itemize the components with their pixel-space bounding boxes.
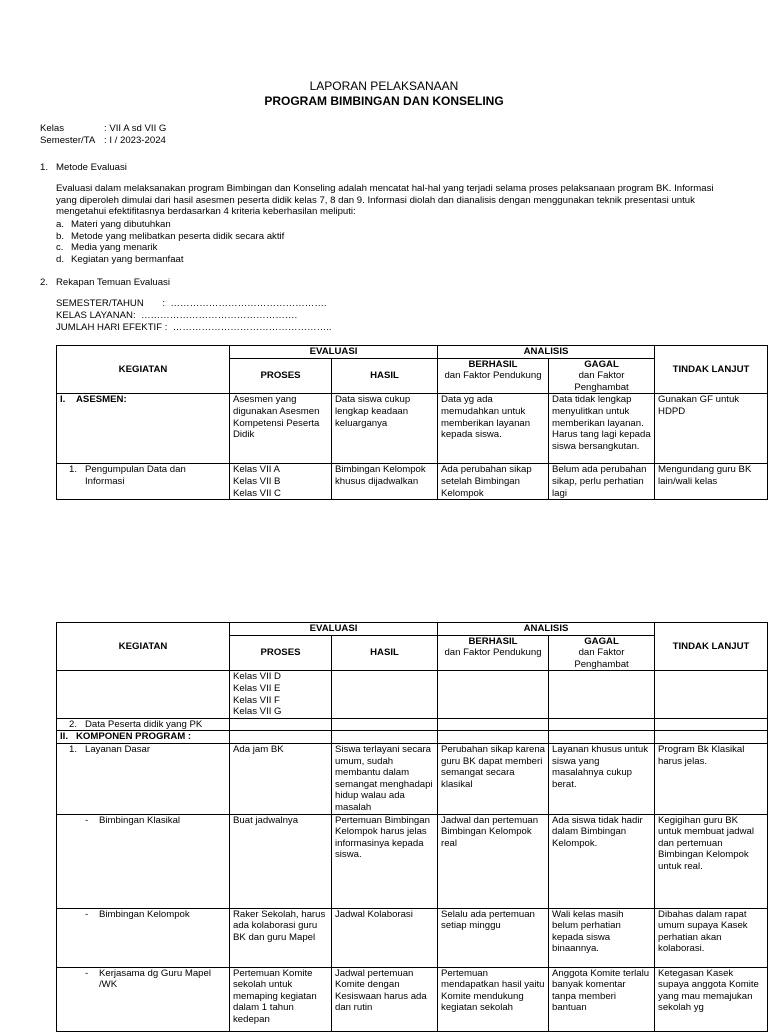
semester-value: : I / 2023-2024	[104, 135, 166, 146]
table-row	[57, 814, 768, 908]
header-analisis: ANALISIS	[438, 623, 655, 636]
cell-gagal: Anggota Komite terlalu banyak komentar tanpa memberi bantuan	[549, 967, 655, 1031]
table-row	[57, 718, 768, 731]
cell-berhasil: Jadwal dan pertemuan Bimbingan Kelompok real	[438, 814, 549, 908]
table-row	[57, 671, 768, 718]
cell-berhasil: Selalu ada pertemuan setiap minggu	[438, 908, 549, 967]
header-proses: PROSES	[230, 635, 332, 671]
cell-proses: Kelas VII D Kelas VII E Kelas VII F Kelas VII G	[230, 671, 332, 718]
header-gagal: GAGAL dan Faktor Penghambat	[549, 635, 655, 671]
header-berhasil: BERHASIL dan Faktor Pendukung	[438, 635, 549, 671]
cell-proses: Buat jadwalnya	[230, 814, 332, 908]
section-1-heading	[40, 162, 127, 174]
table-row	[57, 967, 768, 1031]
cell-gagal: Belum ada perubahan sikap, perlu perhatian lagi	[549, 464, 655, 500]
cell-tindak-lanjut: Gunakan GF untuk HDPD	[655, 394, 768, 464]
cell-berhasil-empty	[438, 671, 549, 718]
cell-empty	[230, 731, 332, 744]
cell-hasil-empty	[332, 671, 438, 718]
table-row	[57, 908, 768, 967]
semester-info	[40, 135, 166, 147]
title-line-2: PROGRAM BIMBINGAN DAN KONSELING	[264, 94, 504, 108]
document-title	[0, 79, 768, 109]
table-row	[57, 743, 768, 814]
cell-gagal: Data tidak lengkap menyulitkan untuk memberikan layanan. Harus tang lagi kepada siswa bersangkutan.	[549, 394, 655, 464]
cell-tindak-lanjut: Kegigihan guru BK untuk membuat jadwal dan pertemuan Bimbingan Kelompok untuk real.	[655, 814, 768, 908]
section-1-paragraph: Evaluasi dalam melaksanakan program Bimbingan dan Konseling adalah mencatat hal-hal yang terjadi selama proses pelaksanaan program BK. Informasi yang diperoleh dimulai dari hasil asesmen peserta didik kelas 7, 8 dan 9. Informasi diolah dan dianalisis dengan menggunakan teknik presentasi untuk mengetahui efektifitasnya berdasarkan 4 kriteria keberhasilan meliputi:	[56, 183, 714, 217]
cell-hasil: Data siswa cukup lengkap keadaan keluarganya	[332, 394, 438, 464]
rekap-kelas-line: KELAS LAYANAN: ………………………………………….	[56, 310, 298, 321]
header-gagal: GAGAL dan Faktor Penghambat	[549, 358, 655, 394]
cell-proses: Pertemuan Komite sekolah untuk memaping kegiatan dalam 1 tahun kedepan	[230, 967, 332, 1031]
cell-empty	[438, 718, 549, 731]
row-label-asesmen: I. ASESMEN:	[57, 394, 230, 464]
table-row	[57, 464, 768, 500]
kelas-value: : VII A sd VII G	[104, 123, 167, 134]
kelas-info	[40, 123, 166, 135]
table-row	[57, 731, 768, 744]
cell-berhasil: Perubahan sikap karena guru BK dapat memberi semangat secara klasikal	[438, 743, 549, 814]
cell-proses: Asesmen yang digunakan Asesmen Kompetensi Peserta Didik	[230, 394, 332, 464]
row-label-komponen: II. KOMPONEN PROGRAM :	[57, 731, 230, 744]
cell-berhasil: Pertemuan mendapatkan hasil yaitu Komite mendukung kegiatan sekolah	[438, 967, 549, 1031]
header-hasil: HASIL	[332, 635, 438, 671]
cell-tindak-lanjut: Ketegasan Kasek supaya anggota Komite yang mau memajukan sekolah yg	[655, 967, 768, 1031]
semester-label: Semester/TA	[40, 135, 96, 146]
cell-hasil: Jadwal Kolaborasi	[332, 908, 438, 967]
cell-gagal-empty	[549, 671, 655, 718]
cell-tindak-lanjut: Dibahas dalam rapat umum supaya Kasek perhatian akan kolaborasi.	[655, 908, 768, 967]
cell-tindak-lanjut-empty	[655, 671, 768, 718]
section-1-number: 1.	[40, 162, 49, 173]
header-tindak-lanjut: TINDAK LANJUT	[655, 623, 768, 671]
cell-kegiatan-empty	[57, 671, 230, 718]
cell-empty	[655, 731, 768, 744]
row-label-kelompok: - Bimbingan Kelompok	[57, 908, 230, 967]
cell-proses: Raker Sekolah, harus ada kolaborasi guru BK dan guru Mapel	[230, 908, 332, 967]
row-label-kerjasama: - Kerjasama dg Guru Mapel /WK	[57, 967, 230, 1031]
cell-empty	[655, 718, 768, 731]
cell-hasil: Siswa terlayani secara umum, sudah membantu dalam semangat menghadapi hidup walau ada masalah	[332, 743, 438, 814]
cell-empty	[230, 718, 332, 731]
header-berhasil: BERHASIL dan Faktor Pendukung	[438, 358, 549, 394]
criteria-list	[56, 219, 716, 265]
section-2-number: 2.	[40, 277, 49, 288]
cell-proses: Ada jam BK	[230, 743, 332, 814]
cell-empty	[332, 731, 438, 744]
cell-empty	[549, 731, 655, 744]
cell-gagal: Wali kelas masih belum perhatian kepada siswa binaannya.	[549, 908, 655, 967]
header-hasil: HASIL	[332, 358, 438, 394]
cell-proses: Kelas VII A Kelas VII B Kelas VII C	[230, 464, 332, 500]
cell-empty	[332, 718, 438, 731]
cell-tindak-lanjut: Mengundang guru BK lain/wali kelas	[655, 464, 768, 500]
table-row	[57, 394, 768, 464]
header-kegiatan: KEGIATAN	[57, 346, 230, 394]
cell-empty	[549, 718, 655, 731]
row-label-data-pd: 2. Data Peserta didik yang PK	[57, 718, 230, 731]
cell-gagal: Layanan khusus untuk siswa yang masalahnya cukup berat.	[549, 743, 655, 814]
row-label-layanan-dasar: 1. Layanan Dasar	[57, 743, 230, 814]
section-1-title: Metode Evaluasi	[56, 162, 127, 173]
header-analisis: ANALISIS	[438, 346, 655, 359]
cell-empty	[438, 731, 549, 744]
cell-hasil: Pertemuan Bimbingan Kelompok harus jelas informasinya kepada siswa.	[332, 814, 438, 908]
header-evaluasi: EVALUASI	[230, 623, 438, 636]
criteria-item: c. Media yang menarik	[56, 242, 158, 253]
row-label-pengumpulan: 1. Pengumpulan Data dan Informasi	[57, 464, 230, 500]
cell-hasil: Jadwal pertemuan Komite dengan Kesiswaan harus ada dan rutin	[332, 967, 438, 1031]
criteria-item: a. Materi yang dibutuhkan	[56, 219, 171, 230]
cell-tindak-lanjut: Program Bk Klasikal harus jelas.	[655, 743, 768, 814]
row-label-klasikal: - Bimbingan Klasikal	[57, 814, 230, 908]
kelas-label: Kelas	[40, 123, 64, 134]
cell-hasil: Bimbingan Kelompok khusus dijadwalkan	[332, 464, 438, 500]
evaluation-table-2	[56, 622, 768, 1032]
cell-berhasil: Ada perubahan sikap setelah Bimbingan Kelompok	[438, 464, 549, 500]
rekap-semester-line: SEMESTER/TAHUN : ………………………………………….	[56, 298, 327, 309]
cell-berhasil: Data yg ada memudahkan untuk memberikan layanan kepada siswa.	[438, 394, 549, 464]
header-kegiatan: KEGIATAN	[57, 623, 230, 671]
header-tindak-lanjut: TINDAK LANJUT	[655, 346, 768, 394]
cell-gagal: Ada siswa tidak hadir dalam Bimbingan Kelompok.	[549, 814, 655, 908]
header-evaluasi: EVALUASI	[230, 346, 438, 359]
title-line-1: LAPORAN PELAKSANAAN	[309, 79, 459, 93]
criteria-item: d. Kegiatan yang bermanfaat	[56, 253, 184, 265]
criteria-item: b. Metode yang melibatkan peserta didik secara aktif	[56, 230, 285, 242]
rekap-hari-line: JUMLAH HARI EFEKTIF : …………………………………………..	[56, 322, 332, 333]
section-2-heading	[40, 277, 170, 289]
evaluation-table-1	[56, 345, 768, 500]
header-proses: PROSES	[230, 358, 332, 394]
section-2-title: Rekapan Temuan Evaluasi	[56, 277, 170, 288]
